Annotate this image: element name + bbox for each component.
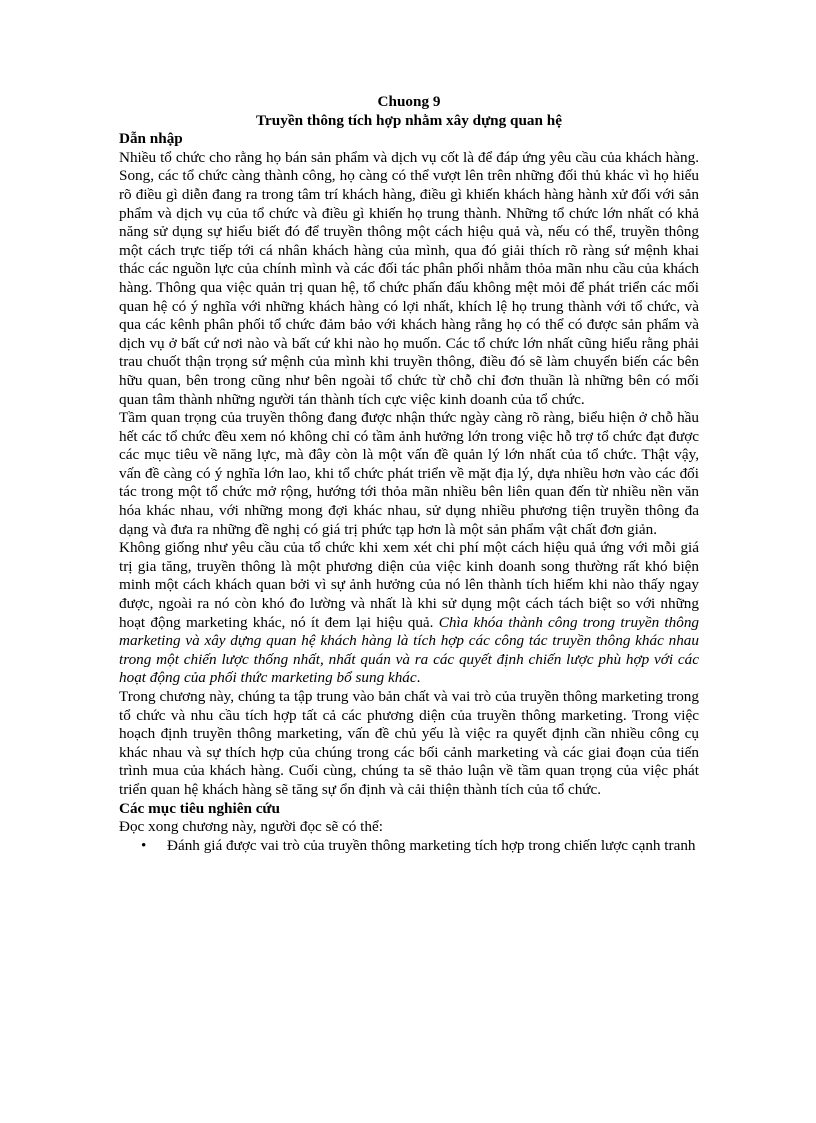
- intro-heading: Dẫn nhập: [119, 130, 183, 148]
- intro-paragraph-3-period: .: [416, 669, 421, 687]
- objectives-list: [119, 837, 699, 856]
- intro-paragraph-4: Trong chương này, chúng ta tập trung vào bản chất và vai trò của truyền thông marketing trong tổ chức và nhu cầu tích hợp tất cả các phương diện của truyền thông marketing. Trong việc hoạch định truyền thông marketing, vấn đề chủ yếu là việc ra quyết định cần nhiều công cụ khác nhau và sự thích hợp của chúng trong các bối cảnh marketing và các giai đoạn của tiến trình mua của khách hàng. Cuối cùng, chúng ta sẽ thảo luận về tầm quan trọng của việc phát triển quan hệ khách hàng sẽ tăng sự ổn định và cải thiện thành tích của tổ chức.: [119, 688, 699, 798]
- intro-paragraph-1: Nhiều tổ chức cho rằng họ bán sản phẩm và dịch vụ cốt là để đáp ứng yêu cầu của khách hàng. Song, các tổ chức càng thành công, họ càng có thể vượt lên trên những đối thủ khác vì họ hiểu rõ điều gì diễn đang ra trong tâm trí khách hàng, điều gì khiến khách hàng hành xử đối với sản phẩm và dịch vụ của tổ chức và điều gì khiến họ trung thành. Những tổ chức lớn nhất có khả năng sử dụng sự hiểu biết đó để truyền thông một cách hiệu quả và, nếu có thể, truyền thông một cách trực tiếp tới cá nhân khách hàng của mình, qua đó giải thích rõ ràng sứ mệnh khai thác các nguồn lực của chính mình và các đối tác phân phối nhằm thỏa mãn nhu cầu của khách hàng. Thông qua việc quản trị quan hệ, tổ chức phấn đấu không mệt mỏi để phát triển các mối quan hệ có ý nghĩa với những khách hàng có lợi nhất, khích lệ họ trung thành với tổ chức, và qua các kênh phân phối tổ chức đảm bảo với khách hàng rằng họ có thể có được sản phẩm và dịch vụ ở bất cứ nơi nào và bất cứ khi nào họ muốn. Các tổ chức lớn nhất cũng hiểu rằng phải trau chuốt thận trọng sứ mệnh của mình khi truyền thông, điều đó sẽ làm chuyển biến các bên hữu quan, bên trong cũng như bên ngoài tổ chức từ chỗ chỉ đơn thuần là những bên có mối quan tâm thành những người tán thành tích cực việc kinh doanh của tổ chức.: [119, 148, 699, 408]
- intro-paragraph-3-italic-text: Chìa khóa thành công trong truyền thông marketing và xây dựng quan hệ khách hàng là tích hợp các công tác truyền thông khác nhau trong một chiến lược thống nhất, nhất quán và ra các quyết định chiến lược phù hợp với các hoạt động của phối thức marketing bổ sung khác: [119, 613, 700, 687]
- chapter-number: Chuong 9: [377, 93, 441, 110]
- bullet-icon: •: [141, 836, 147, 854]
- intro-paragraph-2: Tầm quan trọng của truyền thông đang được nhận thức ngày càng rõ ràng, biểu hiện ở chỗ hầu hết các tổ chức đều xem nó không chỉ có tầm ảnh hưởng lớn trong việc hỗ trợ tổ chức đạt được các mục tiêu về năng lực, mà đây còn là một vấn đề quản lý lớn nhất của tổ chức. Thật vậy, vấn đề càng có ý nghĩa lớn lao, khi tổ chức phát triển về mặt địa lý, dựa nhiều hơn vào các đối tác trong một tổ chức mở rộng, hướng tới thỏa mãn nhiều bên liên quan đến từ nhiều nền văn hóa khác nhau, với những mong đợi khác nhau, sử dụng nhiều phương tiện truyền thông đa dạng và đưa ra những đề nghị có giá trị phức tạp hơn là một sản phẩm vật chất đơn giản.: [119, 409, 699, 538]
- objectives-heading: Các mục tiêu nghiên cứu: [119, 799, 280, 817]
- intro-paragraph-3: [119, 539, 699, 688]
- document-page: [119, 93, 699, 855]
- objectives-lead: Đọc xong chương này, người đọc sẽ có thể:: [119, 818, 383, 836]
- chapter-title: Truyền thông tích hợp nhằm xây dựng quan hệ: [256, 111, 562, 129]
- objectives-item-text: Đánh giá được vai trò của truyền thông marketing tích hợp trong chiến lược cạnh tranh: [167, 836, 696, 854]
- intro-paragraph-3-text: Không giống như yêu cầu của tổ chức khi xem xét chi phí một cách hiệu quả ứng với mỗi giá trị gia tăng, truyền thông là một phương diện của việc kinh doanh song thường rất khó biện minh một cách khách quan bởi vì sự ảnh hưởng của nó lên thành tích hiếm khi nào thấy ngay được, ngoài ra nó còn khó đo lường và nhất là khi sử dụng một cách tách biệt so với những hoạt động marketing khác, nó ít đem lại hiệu quả.: [119, 539, 699, 631]
- objectives-list-item: [119, 837, 699, 856]
